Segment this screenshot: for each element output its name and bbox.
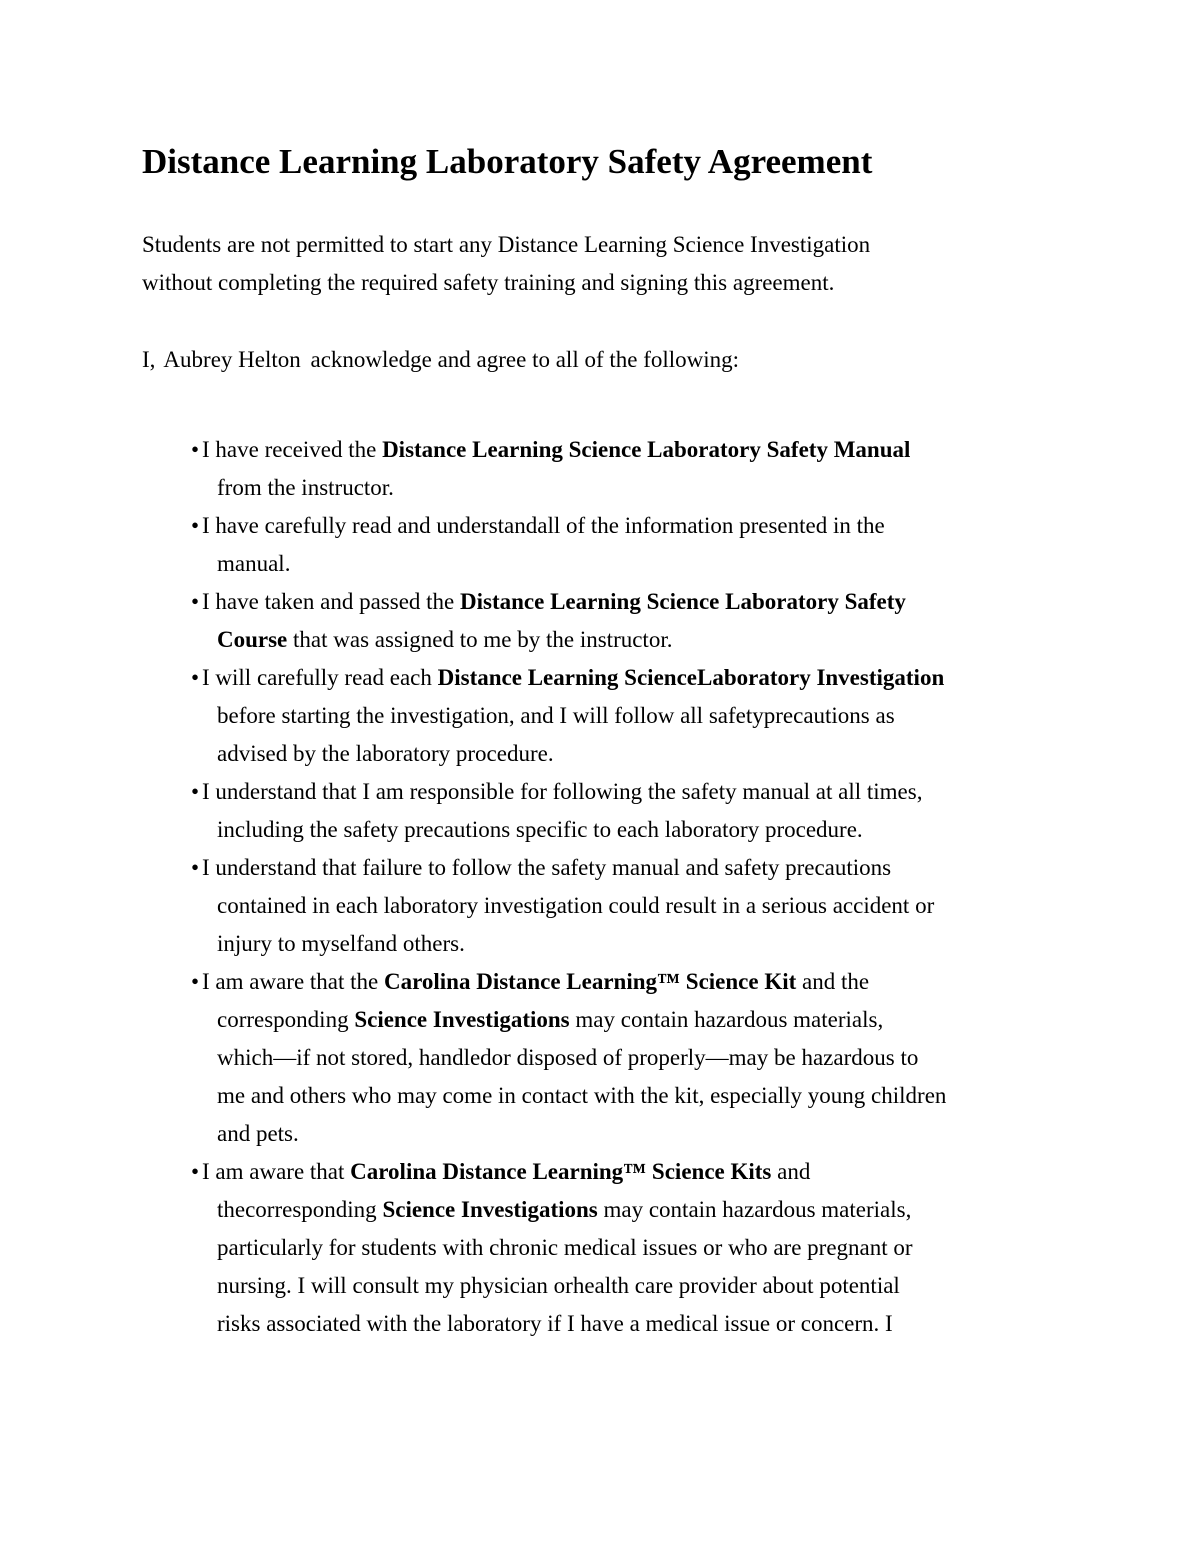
text-run: injury to myselfand others.	[217, 931, 465, 956]
agreement-item-line	[202, 849, 1088, 887]
agreement-item-line	[202, 431, 1088, 469]
agreement-item-line	[217, 735, 1088, 773]
bold-term: Distance Learning Science Laboratory Safety Manual	[382, 437, 911, 462]
agreement-item-line	[217, 1001, 1088, 1039]
agreement-item-line	[217, 621, 1088, 659]
bold-term: Distance Learning ScienceLaboratory Investigation	[437, 665, 945, 690]
ack-suffix: acknowledge and agree to all of the following:	[310, 347, 740, 372]
document-title: Distance Learning Laboratory Safety Agreement	[142, 142, 873, 181]
acknowledgement-statement	[142, 341, 739, 379]
agreement-item-line	[202, 1153, 1088, 1191]
intro-line: Students are not permitted to start any Distance Learning Science Investigation	[142, 232, 871, 257]
text-run: before starting the investigation, and I will follow all safetyprecautions as	[217, 703, 895, 728]
text-run: and the	[796, 969, 870, 994]
agreement-item-line	[217, 887, 1088, 925]
text-run: me and others who may come in contact with the kit, especially young children	[217, 1083, 947, 1108]
text-run: particularly for students with chronic medical issues or who are pregnant or	[217, 1235, 913, 1260]
agreement-list	[188, 431, 1088, 1343]
agreement-item-line	[217, 1039, 1088, 1077]
text-run: I will carefully read each	[202, 665, 438, 690]
bullet-icon: •	[190, 1159, 200, 1184]
text-run: I have received the	[202, 437, 383, 462]
ack-prefix: I,	[142, 347, 156, 372]
text-run: I have taken and passed the	[202, 589, 461, 614]
text-run: that was assigned to me by the instructor.	[287, 627, 673, 652]
text-run: manual.	[217, 551, 291, 576]
bold-term: Science Investigations	[354, 1007, 570, 1032]
agreement-item-line	[202, 507, 1088, 545]
text-run: may contain hazardous materials,	[569, 1007, 884, 1032]
text-run: contained in each laboratory investigation could result in a serious accident or	[217, 893, 935, 918]
text-run: advised by the laboratory procedure.	[217, 741, 554, 766]
bullet-icon: •	[190, 779, 200, 804]
bold-term: Carolina Distance Learning™ Science Kits	[350, 1159, 772, 1184]
text-run: including the safety precautions specific to each laboratory procedure.	[217, 817, 863, 842]
agreement-item-line	[217, 1305, 1088, 1343]
bullet-icon: •	[190, 665, 200, 690]
text-run: risks associated with the laboratory if I have a medical issue or concern. I	[217, 1311, 893, 1336]
text-run: which—if not stored, handledor disposed of properly—may be hazardous to	[217, 1045, 919, 1070]
text-run: and	[771, 1159, 811, 1184]
agreement-item-line	[217, 697, 1088, 735]
text-run: I understand that I am responsible for following the safety manual at all times,	[202, 779, 923, 804]
text-run: nursing. I will consult my physician orhealth care provider about potential	[217, 1273, 900, 1298]
intro-paragraph	[142, 226, 1042, 302]
bullet-icon: •	[190, 513, 200, 538]
agreement-item-line	[217, 1191, 1088, 1229]
text-run: thecorresponding	[217, 1197, 383, 1222]
bullet-icon: •	[190, 589, 200, 614]
text-run: I understand that failure to follow the safety manual and safety precautions	[202, 855, 892, 880]
bold-term: Course	[217, 627, 288, 652]
text-run: corresponding	[217, 1007, 355, 1032]
agreement-item-line	[202, 659, 1088, 697]
agreement-item-line	[217, 1267, 1088, 1305]
agreement-item-line	[202, 583, 1088, 621]
agreement-item	[188, 507, 1088, 583]
agreement-item	[188, 659, 1088, 773]
bullet-icon: •	[190, 437, 200, 462]
text-run: I am aware that	[202, 1159, 351, 1184]
agreement-item	[188, 963, 1088, 1153]
agreement-item-line	[217, 469, 1088, 507]
bold-term: Carolina Distance Learning™ Science Kit	[384, 969, 797, 994]
agreement-item-line	[217, 1115, 1088, 1153]
text-run: I have carefully read and understandall of the information presented in the	[202, 513, 885, 538]
agreement-item-line	[217, 925, 1088, 963]
text-run: from the instructor.	[217, 475, 394, 500]
agreement-item-line	[217, 811, 1088, 849]
student-name: Aubrey Helton	[163, 347, 301, 372]
text-run: and pets.	[217, 1121, 299, 1146]
bullet-icon: •	[190, 855, 200, 880]
agreement-item-line	[217, 545, 1088, 583]
text-run: may contain hazardous materials,	[597, 1197, 912, 1222]
bold-term: Science Investigations	[382, 1197, 598, 1222]
text-run: I am aware that the	[202, 969, 384, 994]
agreement-item-line	[202, 963, 1088, 1001]
bold-term: Distance Learning Science Laboratory Safety	[460, 589, 906, 614]
agreement-item-line	[217, 1229, 1088, 1267]
agreement-item	[188, 431, 1088, 507]
agreement-item	[188, 583, 1088, 659]
agreement-item	[188, 849, 1088, 963]
bullet-icon: •	[190, 969, 200, 994]
agreement-item	[188, 773, 1088, 849]
agreement-item-line	[202, 773, 1088, 811]
agreement-item	[188, 1153, 1088, 1343]
intro-line: without completing the required safety training and signing this agreement.	[142, 270, 835, 295]
agreement-item-line	[217, 1077, 1088, 1115]
